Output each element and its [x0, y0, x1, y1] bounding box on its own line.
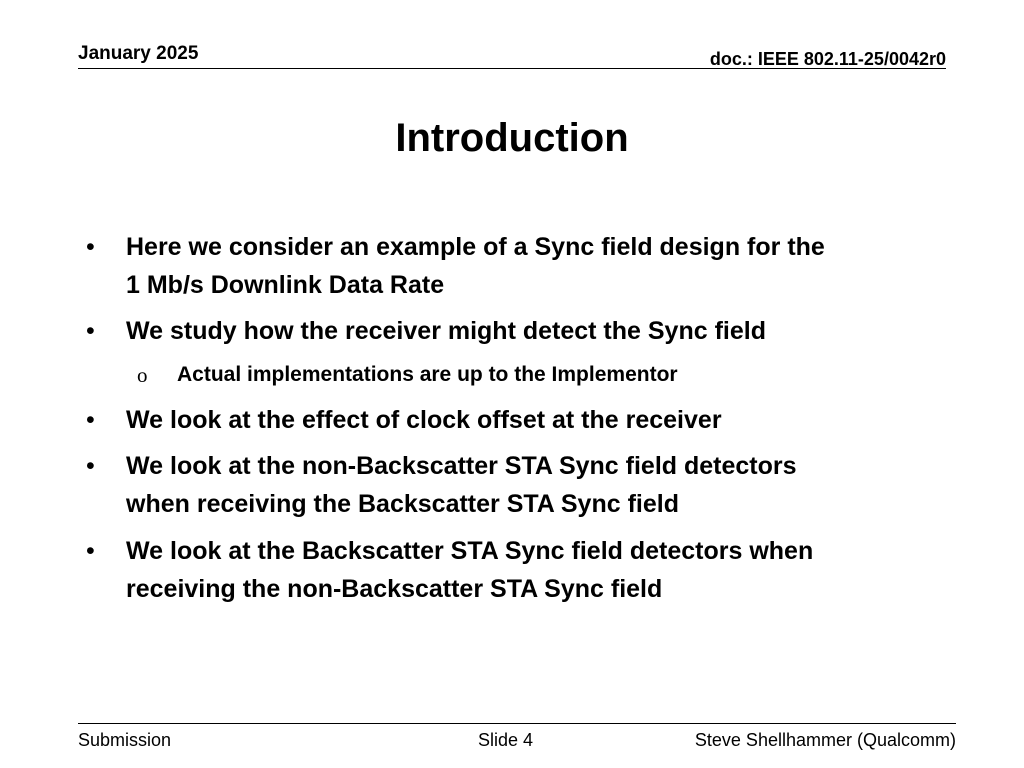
sub-bullet-marker: o — [137, 363, 148, 387]
bullet-marker: • — [86, 406, 95, 434]
sub-bullet-item — [137, 360, 678, 390]
bullet-text: We look at the Backscatter STA Sync field detectors when — [126, 537, 814, 565]
bullet-item — [86, 401, 886, 439]
bullet-marker: • — [86, 317, 95, 345]
bullet-marker: • — [86, 537, 95, 565]
header-date: January 2025 — [78, 43, 199, 64]
sub-bullet-text: Actual implementations are up to the Implementor — [177, 363, 678, 386]
bullet-item — [86, 312, 886, 350]
bullet-text: 1 Mb/s Downlink Data Rate — [126, 271, 445, 299]
bullet-text: We study how the receiver might detect the Sync field — [126, 317, 766, 345]
bullet-text: We look at the non-Backscatter STA Sync field detectors — [126, 452, 797, 480]
footer-slide-number: Slide 4 — [478, 730, 534, 750]
bullet-text: when receiving the Backscatter STA Sync field — [126, 490, 679, 518]
header-doc-id: doc.: IEEE 802.11-25/0042r0 — [709, 49, 946, 69]
bullet-text: We look at the effect of clock offset at the receiver — [126, 406, 722, 434]
bullet-item — [86, 447, 886, 523]
bullet-item — [86, 532, 886, 608]
footer-submission: Submission — [78, 730, 172, 750]
bullet-marker: • — [86, 452, 95, 480]
bullet-text: Here we consider an example of a Sync field design for the — [126, 233, 825, 261]
footer-author: Steve Shellhammer (Qualcomm) — [694, 730, 956, 750]
slide-title: Introduction — [395, 116, 629, 160]
bullet-item — [86, 228, 886, 304]
footer-divider — [78, 723, 956, 724]
bullet-text: receiving the non-Backscatter STA Sync field — [126, 575, 663, 603]
bullet-marker: • — [86, 233, 95, 261]
